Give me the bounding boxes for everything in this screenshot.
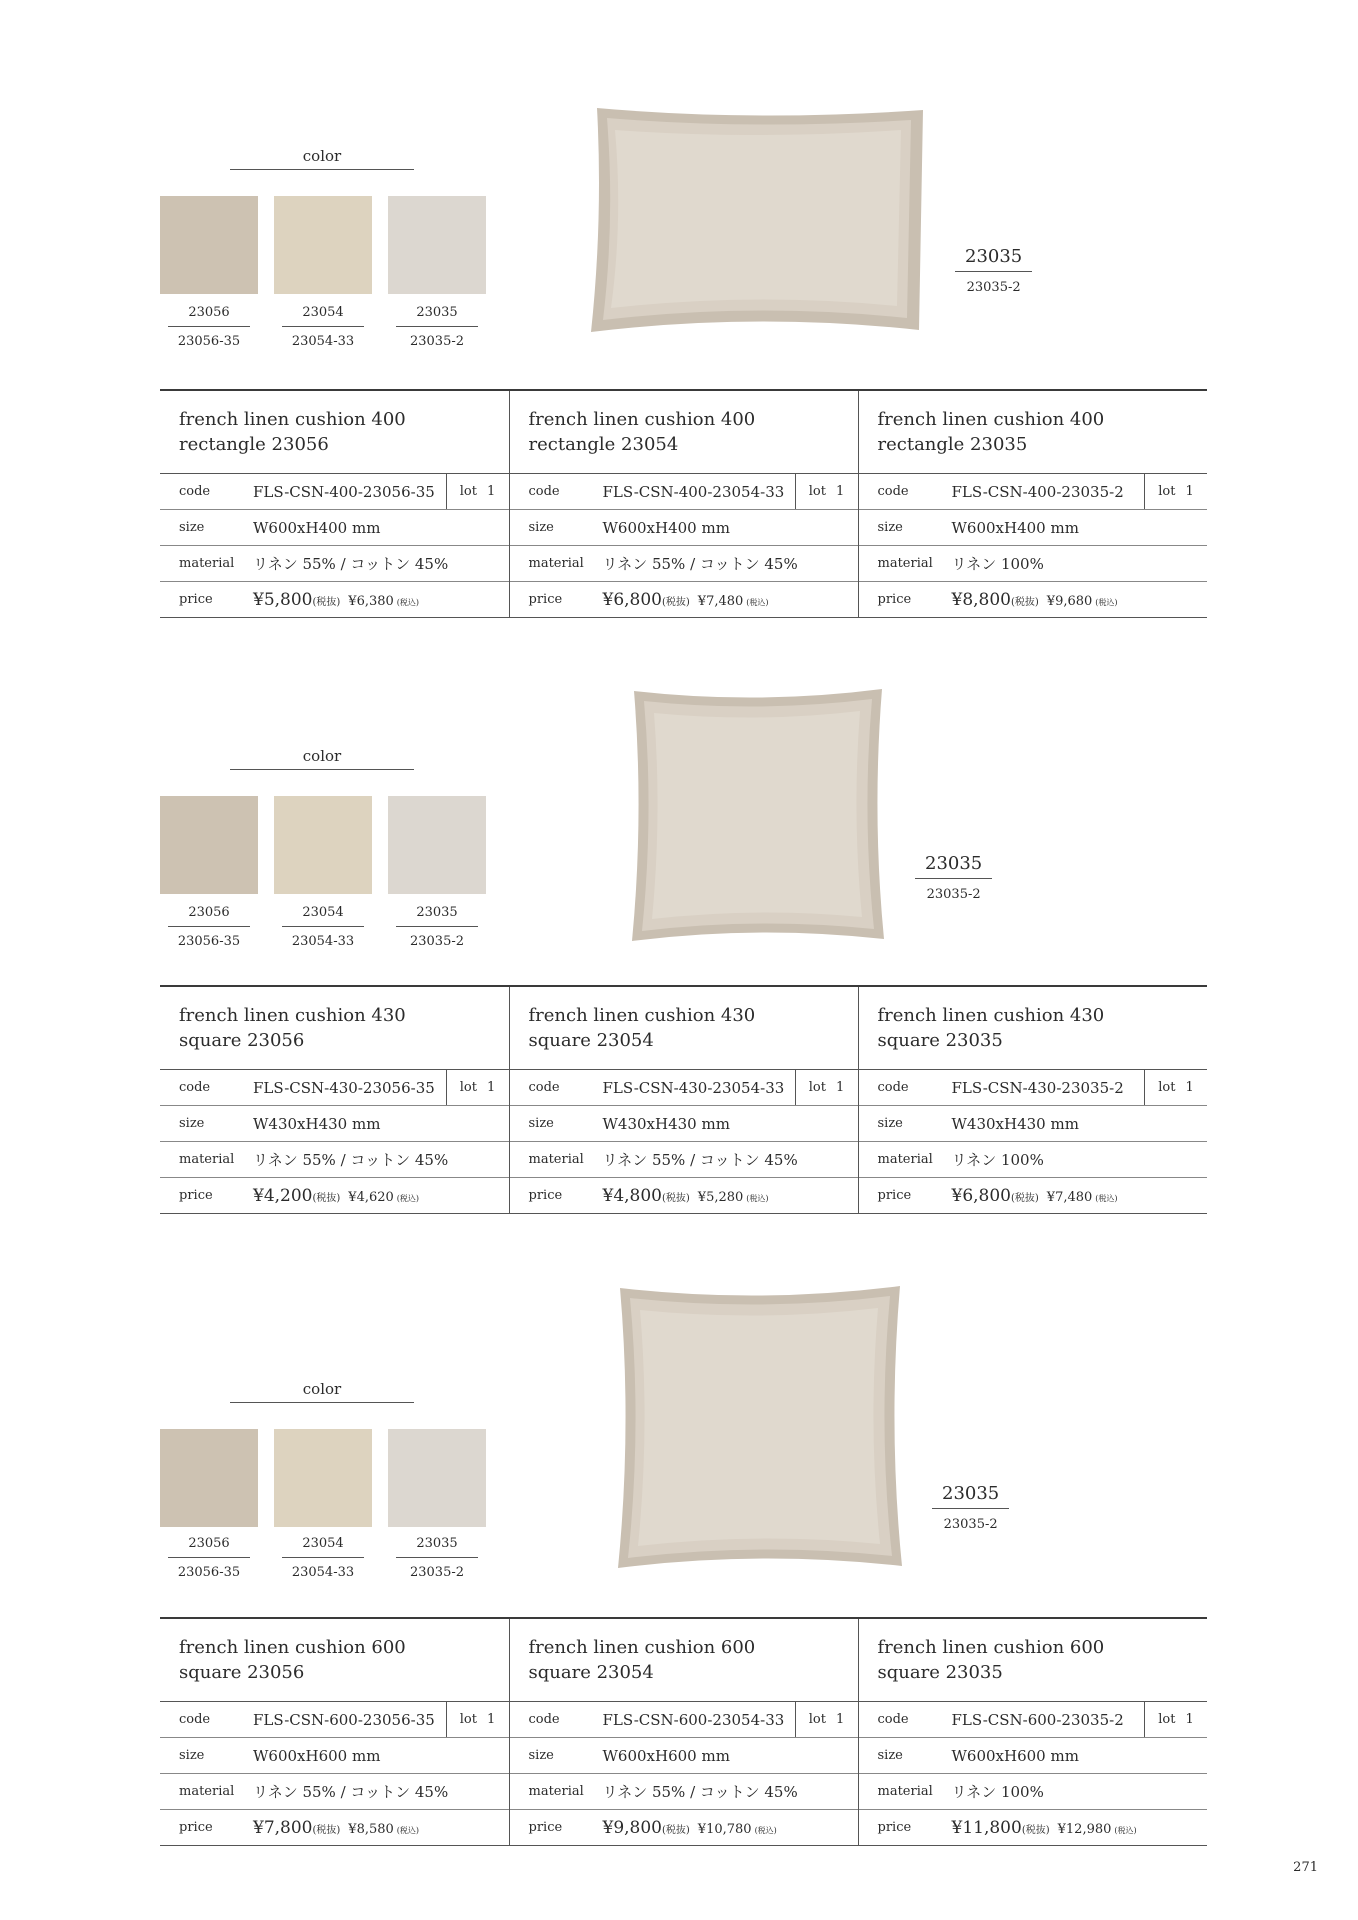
- swatch-code: 23035: [416, 1536, 458, 1551]
- material-row: material リネン 100%: [859, 546, 1208, 582]
- featured-variant: 23035-2: [926, 887, 981, 902]
- material-row: material リネン 100%: [859, 1142, 1208, 1178]
- color-swatch-23054: [274, 796, 372, 894]
- color-swatch-23054: [274, 196, 372, 294]
- featured-color-tag: [932, 1483, 1009, 1532]
- lot-cell: lot 1: [1144, 1702, 1207, 1737]
- lot-cell: lot 1: [446, 1702, 509, 1737]
- material-row: material リネン 100%: [859, 1774, 1208, 1810]
- product-code: FLS-CSN-600-23054-33: [602, 1710, 785, 1729]
- color-swatch-23035: [388, 196, 486, 294]
- product-name: french linen cushion 400 rectangle 23056: [160, 391, 509, 474]
- size-row: size W600xH400 mm: [160, 510, 509, 546]
- featured-color-tag: [955, 246, 1032, 295]
- size-row: size W600xH400 mm: [859, 510, 1208, 546]
- product-column: [160, 390, 509, 618]
- product-code: FLS-CSN-400-23054-33: [602, 482, 785, 501]
- swatch-variant: 23056-35: [177, 1565, 241, 1580]
- product-name: french linen cushion 600 square 23054: [510, 1619, 858, 1702]
- material-row: material リネン 55% / コットン 45%: [160, 1774, 509, 1810]
- product-code: FLS-CSN-430-23035-2: [951, 1078, 1124, 1097]
- lot-cell: lot 1: [795, 474, 858, 509]
- swatch-variant: 23054-33: [291, 334, 355, 349]
- product-name: french linen cushion 430 square 23054: [510, 987, 858, 1070]
- featured-variant: 23035-2: [943, 1517, 998, 1532]
- size-row: size W430xH430 mm: [160, 1106, 509, 1142]
- product-name: french linen cushion 400 rectangle 23035: [859, 391, 1208, 474]
- featured-code: 23035: [915, 853, 992, 879]
- swatch-code: 23056: [188, 905, 230, 920]
- price-row: price ¥4,800(税抜) ¥5,280 (税込): [528, 1185, 769, 1206]
- color-swatch-23035: [388, 796, 486, 894]
- product-code: FLS-CSN-430-23054-33: [602, 1078, 785, 1097]
- color-swatch-23056: [160, 196, 258, 294]
- swatch-divider: [396, 926, 478, 927]
- product-table-cushion-400: [160, 389, 1207, 618]
- swatch-variant: 23054-33: [291, 1565, 355, 1580]
- swatch-divider: [282, 326, 364, 327]
- product-column: [160, 1618, 509, 1846]
- lot-cell: lot 1: [795, 1702, 858, 1737]
- material-row: material リネン 55% / コットン 45%: [160, 1142, 509, 1178]
- swatch-divider: [282, 1557, 364, 1558]
- product-name: french linen cushion 600 square 23035: [859, 1619, 1208, 1702]
- swatch-variant: 23035-2: [409, 934, 465, 949]
- size-row: size W430xH430 mm: [859, 1106, 1208, 1142]
- color-swatch-23056: [160, 1429, 258, 1527]
- featured-code: 23035: [932, 1483, 1009, 1509]
- swatch-divider: [396, 326, 478, 327]
- price-row: price ¥7,800(税抜) ¥8,580 (税込): [179, 1817, 420, 1838]
- cushion-photo-square: [628, 685, 888, 945]
- price-row: price ¥6,800(税抜) ¥7,480 (税込): [877, 1185, 1118, 1206]
- price-row: price ¥11,800(税抜) ¥12,980 (税込): [877, 1817, 1137, 1838]
- code-row: code FLS-CSN-400-23054-33 lot 1: [510, 474, 858, 510]
- product-column: [509, 390, 858, 618]
- material-row: material リネン 55% / コットン 45%: [510, 546, 858, 582]
- code-row: code FLS-CSN-400-23035-2 lot 1: [859, 474, 1208, 510]
- code-row: code FLS-CSN-400-23056-35 lot 1: [160, 474, 509, 510]
- material-row: material リネン 55% / コットン 45%: [510, 1774, 858, 1810]
- featured-variant: 23035-2: [966, 280, 1021, 295]
- product-column: [858, 986, 1207, 1214]
- swatch-variant: 23035-2: [409, 1565, 465, 1580]
- lot-cell: lot 1: [1144, 474, 1207, 509]
- swatch-variant: 23056-35: [177, 334, 241, 349]
- lot-cell: lot 1: [1144, 1070, 1207, 1105]
- swatch-divider: [282, 926, 364, 927]
- code-row: code FLS-CSN-430-23035-2 lot 1: [859, 1070, 1208, 1106]
- product-code: FLS-CSN-600-23056-35: [253, 1710, 435, 1729]
- size-row: size W600xH600 mm: [510, 1738, 858, 1774]
- price-row: price ¥4,200(税抜) ¥4,620 (税込): [179, 1185, 420, 1206]
- cushion-photo-rectangle: [585, 100, 925, 340]
- product-name: french linen cushion 400 rectangle 23054: [510, 391, 858, 474]
- lot-cell: lot 1: [446, 474, 509, 509]
- product-code: FLS-CSN-400-23056-35: [253, 482, 435, 501]
- product-code: FLS-CSN-600-23035-2: [951, 1710, 1124, 1729]
- product-column: [858, 1618, 1207, 1846]
- price-row: price ¥5,800(税抜) ¥6,380 (税込): [179, 589, 420, 610]
- size-row: size W600xH600 mm: [859, 1738, 1208, 1774]
- price-row: price ¥9,800(税抜) ¥10,780 (税込): [528, 1817, 777, 1838]
- cushion-photo-square-large: [614, 1282, 906, 1572]
- color-heading: color: [230, 1380, 414, 1403]
- size-row: size W600xH400 mm: [510, 510, 858, 546]
- lot-cell: lot 1: [795, 1070, 858, 1105]
- swatch-variant: 23056-35: [177, 934, 241, 949]
- swatch-divider: [168, 326, 250, 327]
- product-table-cushion-430: [160, 985, 1207, 1214]
- product-code: FLS-CSN-430-23056-35: [253, 1078, 435, 1097]
- product-name: french linen cushion 430 square 23056: [160, 987, 509, 1070]
- lot-cell: lot 1: [446, 1070, 509, 1105]
- code-row: code FLS-CSN-600-23056-35 lot 1: [160, 1702, 509, 1738]
- swatch-code: 23035: [416, 905, 458, 920]
- price-row: price ¥6,800(税抜) ¥7,480 (税込): [528, 589, 769, 610]
- swatch-code: 23056: [188, 305, 230, 320]
- product-column: [858, 390, 1207, 618]
- product-column: [509, 986, 858, 1214]
- swatch-divider: [168, 926, 250, 927]
- swatch-divider: [168, 1557, 250, 1558]
- material-row: material リネン 55% / コットン 45%: [510, 1142, 858, 1178]
- color-heading: color: [230, 747, 414, 770]
- code-row: code FLS-CSN-430-23056-35 lot 1: [160, 1070, 509, 1106]
- material-row: material リネン 55% / コットン 45%: [160, 546, 509, 582]
- color-swatch-23056: [160, 796, 258, 894]
- code-row: code FLS-CSN-430-23054-33 lot 1: [510, 1070, 858, 1106]
- product-table-cushion-600: [160, 1617, 1207, 1846]
- product-name: french linen cushion 430 square 23035: [859, 987, 1208, 1070]
- color-swatch-23054: [274, 1429, 372, 1527]
- page-number: 271: [1293, 1860, 1318, 1875]
- price-row: price ¥8,800(税抜) ¥9,680 (税込): [877, 589, 1118, 610]
- size-row: size W430xH430 mm: [510, 1106, 858, 1142]
- featured-color-tag: [915, 853, 992, 902]
- code-row: code FLS-CSN-600-23035-2 lot 1: [859, 1702, 1208, 1738]
- product-name: french linen cushion 600 square 23056: [160, 1619, 509, 1702]
- swatch-variant: 23035-2: [409, 334, 465, 349]
- swatch-code: 23035: [416, 305, 458, 320]
- size-row: size W600xH600 mm: [160, 1738, 509, 1774]
- swatch-code: 23056: [188, 1536, 230, 1551]
- swatch-divider: [396, 1557, 478, 1558]
- color-heading: color: [230, 147, 414, 170]
- product-column: [160, 986, 509, 1214]
- product-code: FLS-CSN-400-23035-2: [951, 482, 1124, 501]
- featured-code: 23035: [955, 246, 1032, 272]
- swatch-code: 23054: [302, 1536, 344, 1551]
- swatch-variant: 23054-33: [291, 934, 355, 949]
- swatch-code: 23054: [302, 905, 344, 920]
- product-column: [509, 1618, 858, 1846]
- code-row: code FLS-CSN-600-23054-33 lot 1: [510, 1702, 858, 1738]
- color-swatch-23035: [388, 1429, 486, 1527]
- swatch-code: 23054: [302, 305, 344, 320]
